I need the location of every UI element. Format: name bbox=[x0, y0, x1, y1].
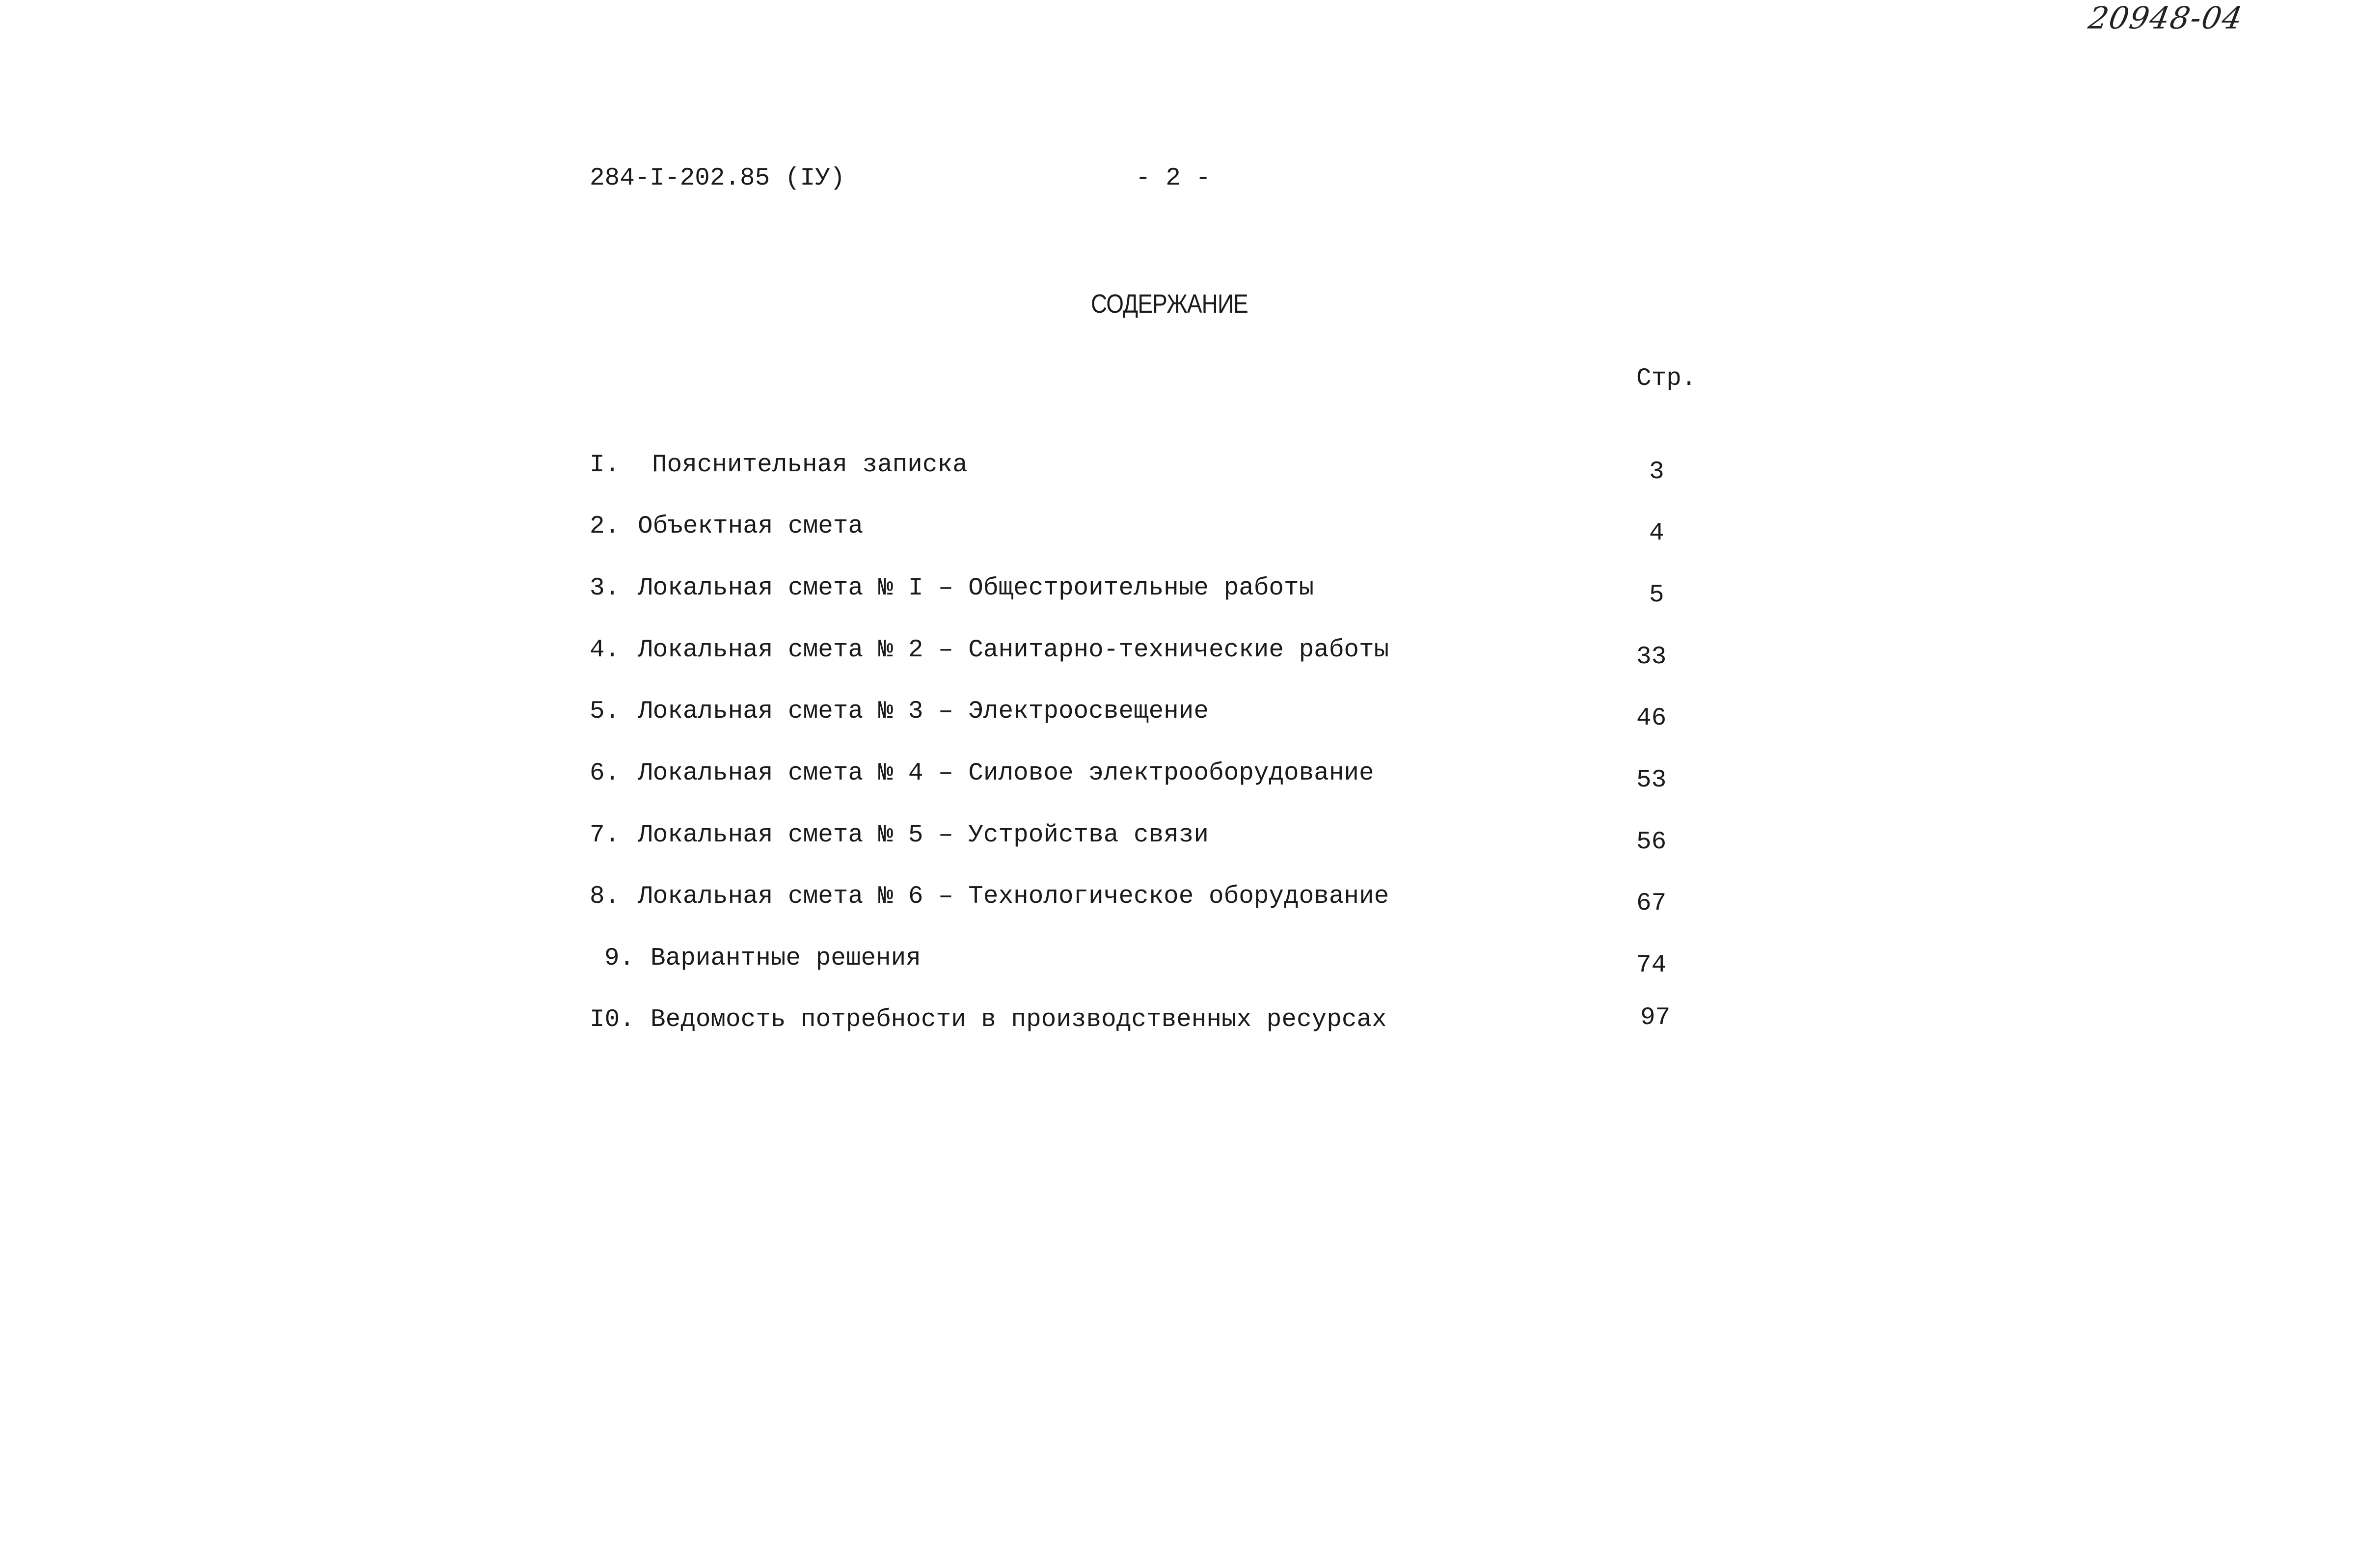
toc-text: Объектная смета bbox=[638, 513, 864, 541]
toc-text: Локальная смета № 3 – Электроосвещение bbox=[638, 698, 1209, 726]
toc-number: 8. bbox=[590, 883, 620, 911]
toc-text: Локальная смета № 2 – Санитарно-технические работы bbox=[638, 636, 1389, 664]
toc-number: 2. bbox=[590, 513, 620, 541]
toc-page: 4 bbox=[1649, 519, 1664, 547]
toc-page: 53 bbox=[1636, 766, 1667, 794]
page-title: СОДЕРЖАНИЕ bbox=[1091, 289, 1248, 319]
toc-number: 6. bbox=[590, 759, 620, 787]
document-code: 284-I-202.85 (IУ) bbox=[590, 164, 845, 192]
toc-item bbox=[590, 821, 1719, 856]
toc-text: Ведомость потребности в производственных ресурсах bbox=[651, 1006, 1387, 1034]
toc-text: Локальная смета № 6 – Технологическое оборудование bbox=[638, 883, 1389, 911]
toc-number: 3. bbox=[590, 574, 620, 602]
toc-number: 5. bbox=[590, 698, 620, 726]
page-column-label: Стр. bbox=[1636, 365, 1697, 393]
toc-item bbox=[590, 574, 1719, 609]
toc-page: 97 bbox=[1640, 1004, 1671, 1032]
toc-text: Локальная смета № 5 – Устройства связи bbox=[638, 821, 1209, 849]
toc-page: 33 bbox=[1636, 643, 1667, 671]
toc-item bbox=[590, 698, 1719, 732]
toc-page: 67 bbox=[1636, 890, 1667, 918]
toc-text: Вариантные решения bbox=[651, 945, 921, 973]
page-number: - 2 - bbox=[1136, 164, 1211, 192]
toc-item bbox=[590, 451, 1719, 486]
toc-number: 7. bbox=[590, 821, 620, 849]
toc-item bbox=[590, 513, 1719, 547]
toc-item bbox=[590, 759, 1719, 794]
toc-number: 4. bbox=[590, 636, 620, 664]
toc-text: Пояснительная записка bbox=[652, 451, 968, 479]
toc-page: 5 bbox=[1649, 581, 1664, 609]
handwritten-number: 20948-04 bbox=[2086, 0, 2246, 36]
toc-page: 56 bbox=[1636, 828, 1667, 856]
toc-item bbox=[590, 883, 1719, 918]
toc-text: Локальная смета № I – Общестроительные работы bbox=[638, 574, 1314, 602]
toc-item bbox=[590, 945, 1719, 979]
toc-text: Локальная смета № 4 – Силовое электрооборудование bbox=[638, 759, 1374, 787]
toc-number: I. bbox=[590, 451, 620, 479]
toc-page: 46 bbox=[1636, 704, 1667, 732]
toc-page: 3 bbox=[1649, 458, 1664, 486]
toc-number: 9. bbox=[604, 945, 635, 973]
toc-page: 74 bbox=[1636, 951, 1667, 979]
toc-item bbox=[590, 636, 1719, 671]
toc-item bbox=[590, 1004, 1719, 1037]
toc-number: I0. bbox=[590, 1006, 635, 1034]
